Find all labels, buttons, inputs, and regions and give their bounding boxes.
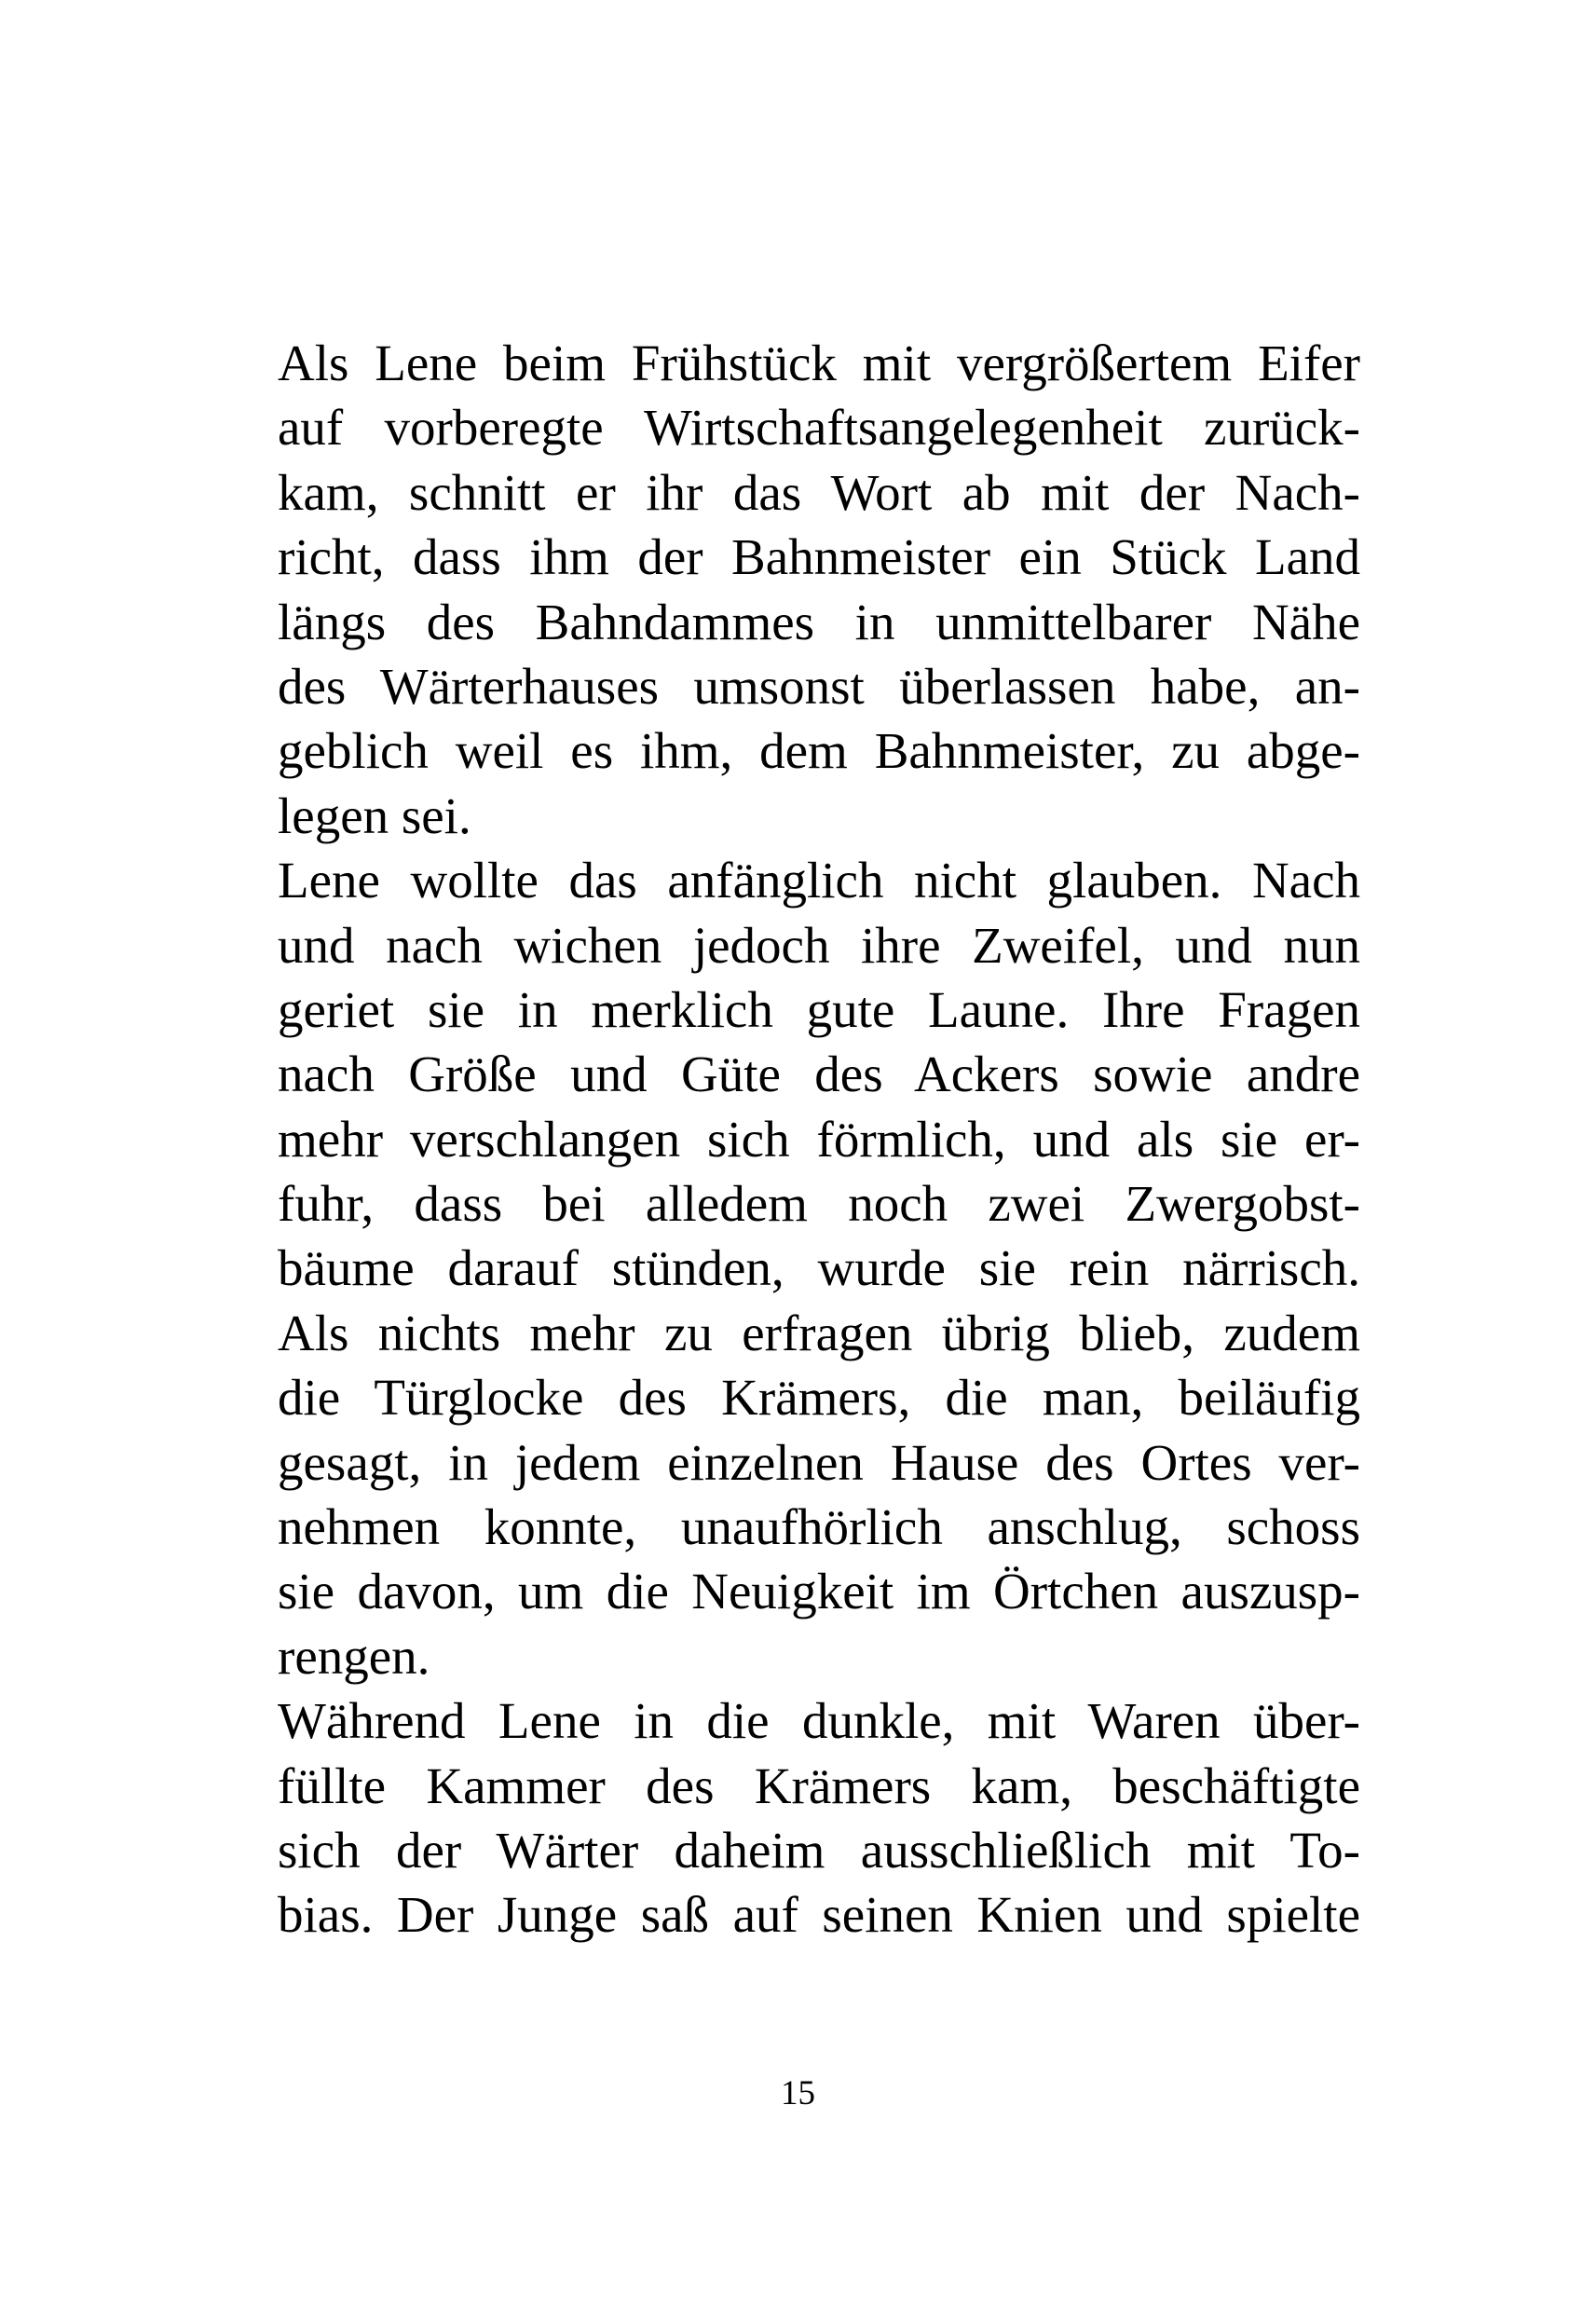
- paragraph-3: [278, 1688, 1360, 1948]
- text-line: Als nichts mehr zu erfragen übrig blieb, zudem: [278, 1304, 1360, 1361]
- text-line: sie davon, um die Neuigkeit im Örtchen auszusp-: [278, 1563, 1360, 1620]
- text-line: und nach wichen jedoch ihre Zweifel, und nun: [278, 916, 1360, 974]
- text-line: des Wärterhauses umsonst überlassen habe, an-: [278, 657, 1360, 715]
- text-line: fuhr, dass bei alledem noch zwei Zwergobst-: [278, 1175, 1360, 1233]
- page-number: 15: [781, 2074, 815, 2112]
- text-line: längs des Bahndammes in unmittelbarer Nähe: [278, 593, 1360, 650]
- text-line: bias. Der Junge saß auf seinen Knien und spielte: [278, 1886, 1360, 1944]
- text-line: auf vorberegte Wirtschaftsangelegenheit zurück-: [278, 399, 1360, 457]
- text-line: gesagt, in jedem einzelnen Hause des Ortes ver-: [278, 1433, 1360, 1491]
- text-line: Während Lene in die dunkle, mit Waren über-: [278, 1692, 1360, 1750]
- text-line: nehmen konnte, unaufhörlich anschlug, schoss: [278, 1498, 1360, 1556]
- paragraph-2: [278, 848, 1360, 1688]
- text-line: sich der Wärter daheim ausschließlich mit To-: [278, 1821, 1360, 1879]
- text-line: legen sei.: [278, 786, 471, 844]
- text-line: Lene wollte das anfänglich nicht glauben. Nach: [278, 852, 1360, 909]
- text-line: mehr verschlangen sich förmlich, und als sie er-: [278, 1110, 1360, 1168]
- text-line: Als Lene beim Frühstück mit vergrößertem Eifer: [278, 335, 1360, 391]
- text-line: geblich weil es ihm, dem Bahnmeister, zu abge-: [278, 722, 1360, 780]
- text-line: richt, dass ihm der Bahnmeister ein Stück Land: [278, 528, 1360, 586]
- text-line: kam, schnitt er ihr das Wort ab mit der Nach-: [278, 463, 1360, 521]
- text-line: die Türglocke des Krämers, die man, beiläufig: [278, 1369, 1360, 1427]
- text-line: bäume darauf stünden, wurde sie rein närrisch.: [278, 1239, 1360, 1297]
- body-text: [278, 331, 1360, 1948]
- text-line: rengen.: [278, 1627, 430, 1685]
- paragraph-1: [278, 331, 1360, 848]
- text-line: geriet sie in merklich gute Laune. Ihre Fragen: [278, 980, 1360, 1038]
- text-line: füllte Kammer des Krämers kam, beschäftigte: [278, 1756, 1360, 1814]
- text-line: nach Größe und Güte des Ackers sowie andre: [278, 1046, 1360, 1103]
